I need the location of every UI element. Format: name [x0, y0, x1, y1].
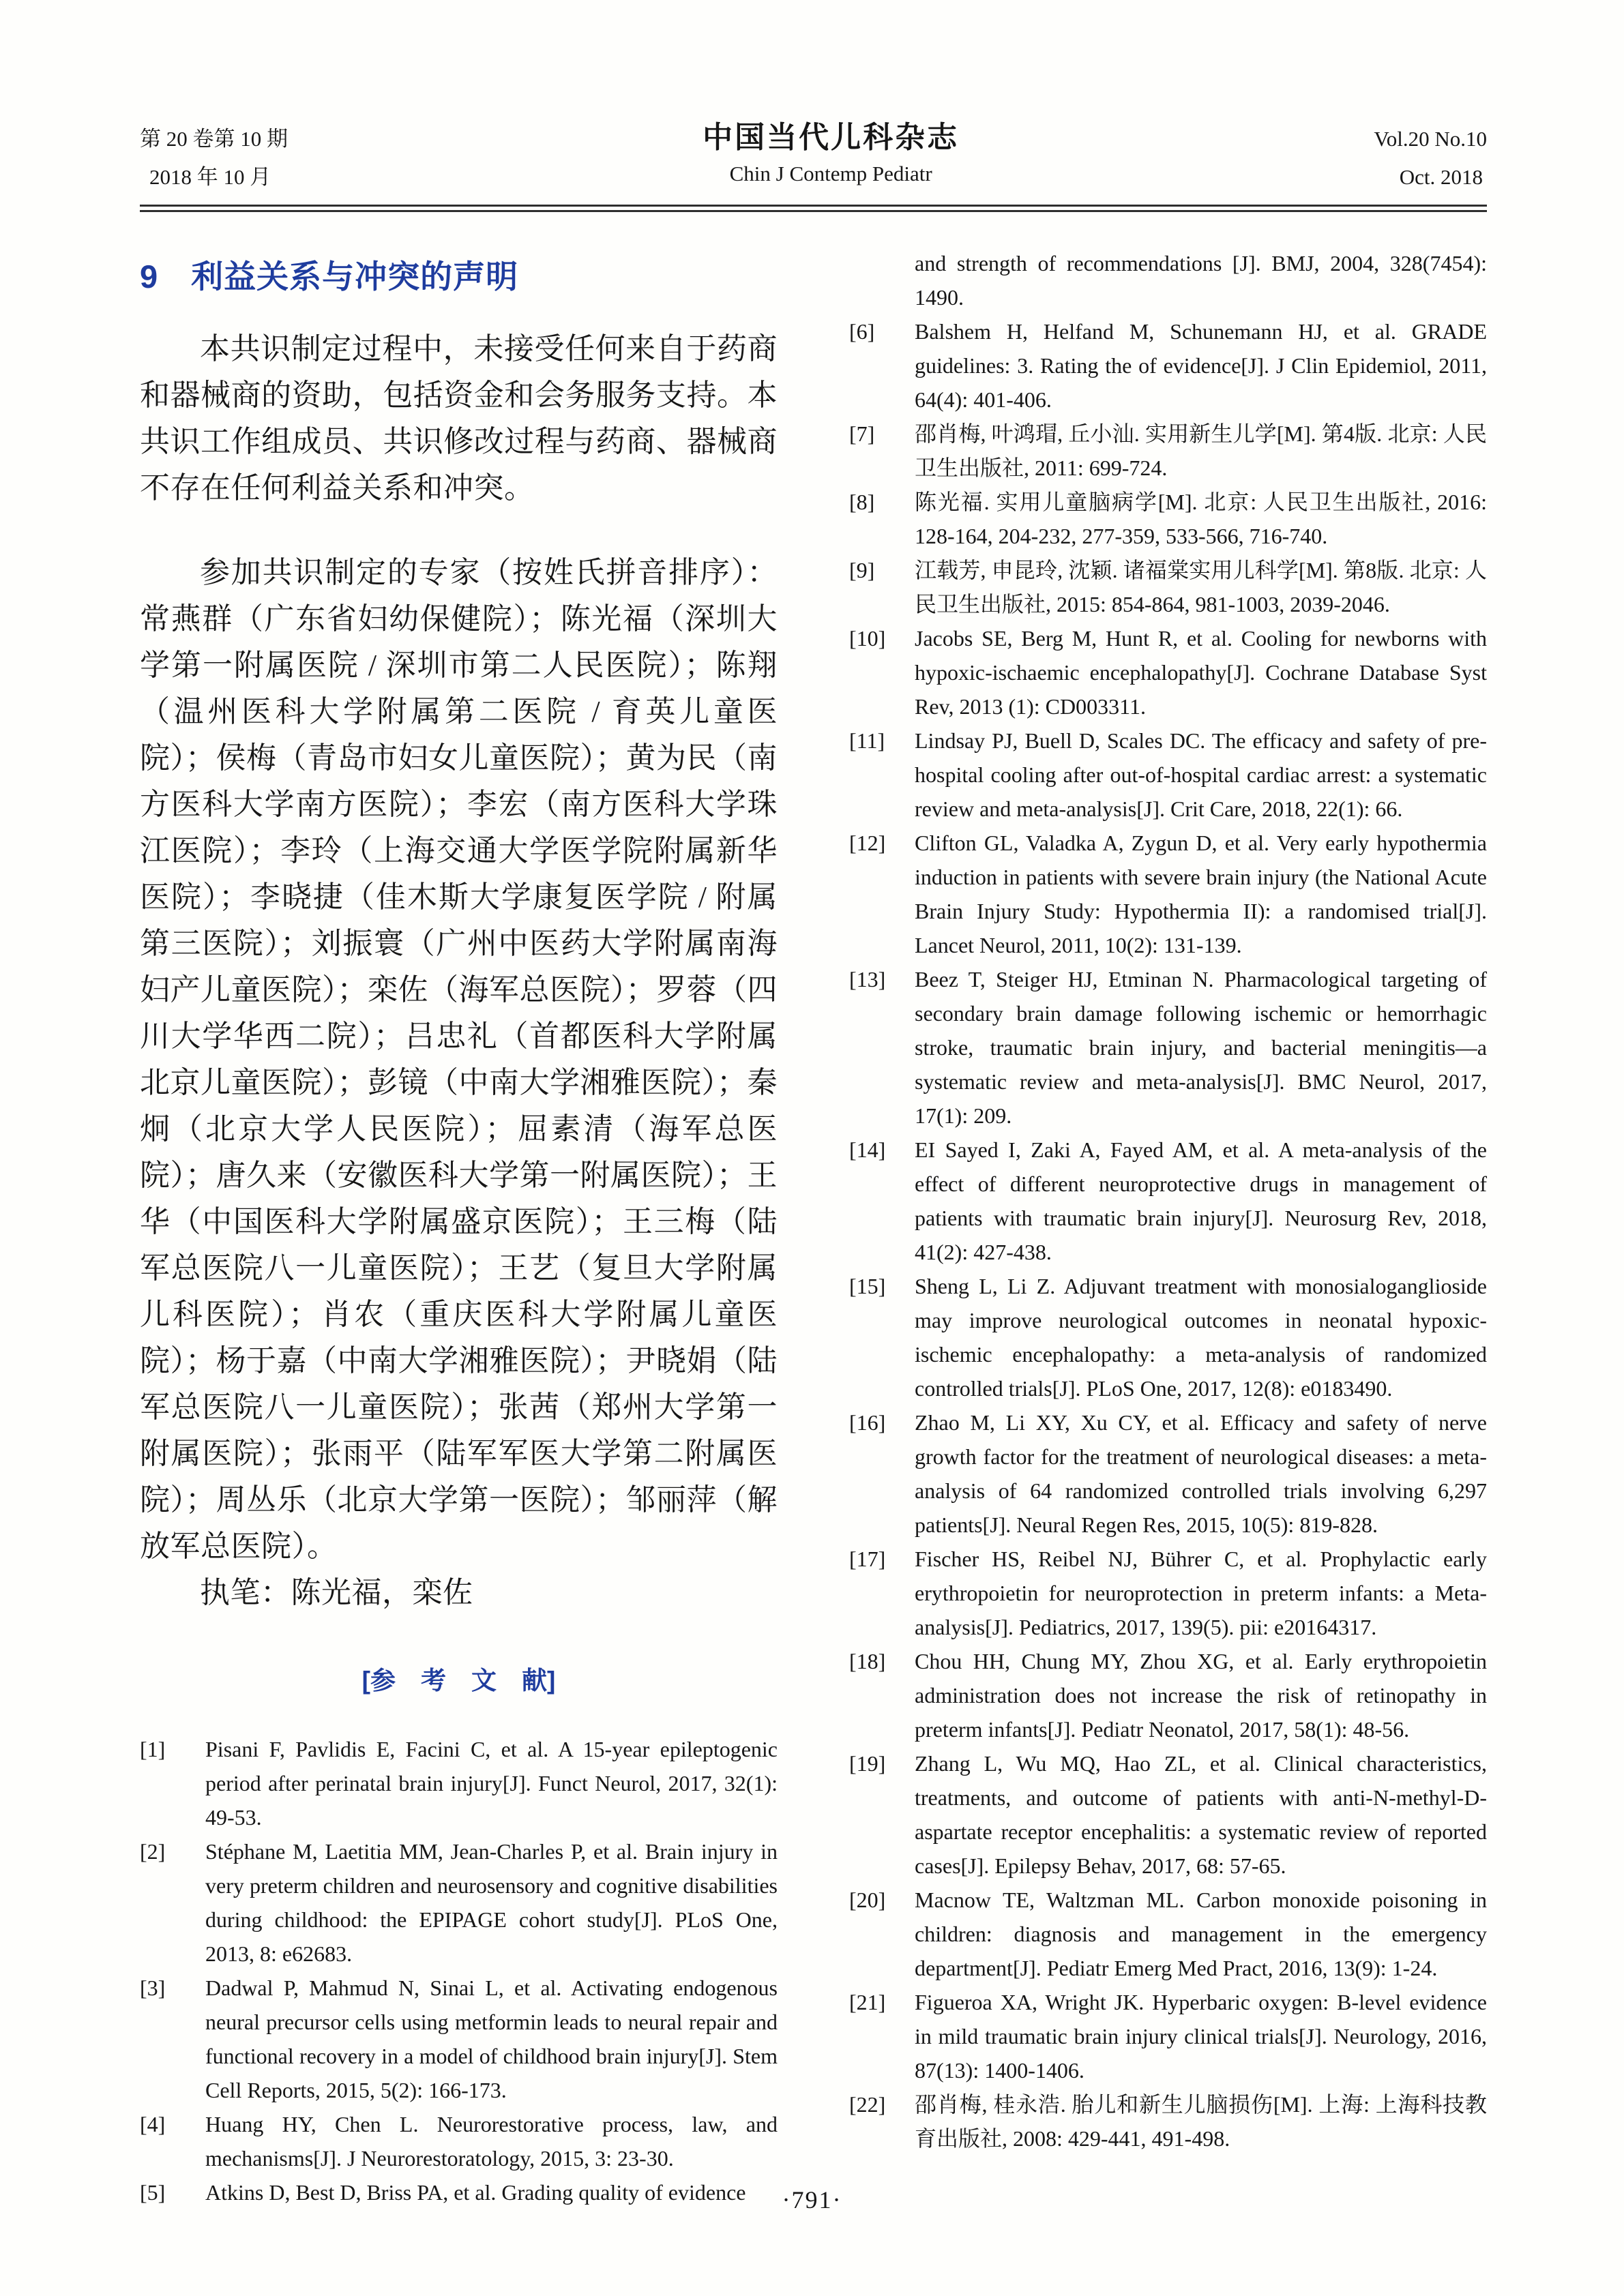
reference-number: [10]	[849, 626, 886, 651]
reference-item	[849, 621, 1487, 724]
byline-paragraph: 执笔：陈光福，栾佐	[200, 1576, 473, 1609]
reference-text: Lindsay PJ, Buell D, Scales DC. The efficacy and safety of pre-hospital cooling after out-of-hospital cardiac arrest: a systematic review and meta-analysis[J]. Crit Care, 2018, 22(1): 66.	[915, 728, 1487, 821]
reference-number: [12]	[849, 831, 886, 855]
reference-text: 江载芳, 申昆玲, 沈颖. 诸福棠实用儿科学[M]. 第8版. 北京: 人民卫生出版社, 2015: 854-864, 981-1003, 2039-2046.	[915, 558, 1487, 616]
reference-item	[140, 1971, 778, 2107]
reference-number: [20]	[849, 1888, 886, 1912]
reference-item	[849, 1269, 1487, 1405]
reference-number: [3]	[140, 1976, 166, 2000]
reference-item	[849, 1746, 1487, 1883]
reference-text: 邵肖梅, 桂永浩. 胎儿和新生儿脑损伤[M]. 上海: 上海科技教育出版社, 2008: 429-441, 491-498.	[915, 2092, 1487, 2151]
reference-number: [17]	[849, 1547, 886, 1571]
volume-issue-cn: 第 20 卷第 10 期	[140, 127, 288, 151]
reference-number: [18]	[849, 1649, 886, 1673]
reference-item	[849, 826, 1487, 962]
reference-number: [9]	[849, 558, 875, 582]
header-divider	[140, 205, 1487, 212]
reference-text: 陈光福. 实用儿童脑病学[M]. 北京: 人民卫生出版社, 2016: 128-164, 204-232, 277-359, 533-566, 716-740.	[915, 490, 1487, 548]
reference-item	[849, 1985, 1487, 2087]
references-heading: [参 考 文 献]	[361, 1667, 556, 1695]
reference-number: [13]	[849, 967, 886, 992]
reference-item	[849, 1133, 1487, 1269]
reference-item	[849, 1405, 1487, 1542]
reference-item	[849, 962, 1487, 1133]
reference-text: Macnow TE, Waltzman ML. Carbon monoxide poisoning in children: diagnosis and management in the emergency department[J]. Pediatr Emerg Med Pract, 2016, 13(9): 1-24.	[915, 1888, 1487, 1980]
reference-item	[849, 1644, 1487, 1746]
reference-item	[849, 1883, 1487, 1985]
reference-number: [11]	[849, 728, 885, 753]
journal-title-block	[703, 120, 959, 192]
reference-item	[140, 1834, 778, 1971]
left-column	[140, 246, 778, 2209]
reference-text: Beez T, Steiger HJ, Etminan N. Pharmacological targeting of secondary brain damage following ischemic or hemorrhagic stroke, traumatic brain injury, and bacterial meningitis—a systematic review and meta-analysis[J]. BMC Neurol, 2017, 17(1): 209.	[915, 967, 1487, 1128]
reference-text: Fischer HS, Reibel NJ, Bührer C, et al. Prophylactic early erythropoietin for neuroprotection in preterm infants: a Meta-analysis[J]. Pediatrics, 2017, 139(5). pii: e20164317.	[915, 1547, 1487, 1639]
reference-number: [21]	[849, 1990, 886, 2014]
reference-text: Dadwal P, Mahmud N, Sinai L, et al. Activating endogenous neural precursor cells using metformin leads to neural repair and functional recovery in a model of childhood brain injury[J]. Stem Cell Reports, 2015, 5(2): 166-173.	[205, 1976, 778, 2102]
reference-number: [22]	[849, 2092, 886, 2117]
reference-text: Atkins D, Best D, Briss PA, et al. Grading quality of evidence	[205, 2180, 746, 2205]
reference-number: [16]	[849, 1410, 886, 1435]
header-issue-info	[140, 120, 288, 196]
reference-number: [4]	[140, 2112, 166, 2136]
reference-number: [19]	[849, 1751, 886, 1776]
reference-text: Figueroa XA, Wright JK. Hyperbaric oxygen: B-level evidence in mild traumatic brain injury clinical trials[J]. Neurology, 2016, 87(13): 1400-1406.	[915, 1990, 1487, 2083]
reference-text: Jacobs SE, Berg M, Hunt R, et al. Cooling for newborns with hypoxic-ischaemic encephalopathy[J]. Cochrane Database Syst Rev, 2013 (1): CD003311.	[915, 626, 1487, 719]
reference-item	[140, 2107, 778, 2175]
reference-number: [6]	[849, 319, 875, 344]
reference-item	[849, 314, 1487, 417]
right-column	[849, 246, 1487, 2209]
reference-number: [5]	[140, 2180, 166, 2205]
reference-text: EI Sayed I, Zaki A, Fayed AM, et al. A meta-analysis of the effect of different neuroprotective drugs in management of patients with traumatic brain injury[J]. Neurosurg Rev, 2018, 41(2): 427-438.	[915, 1137, 1487, 1264]
reference-text: Balshem H, Helfand M, Schunemann HJ, et al. GRADE guidelines: 3. Rating the of evidence[J]. J Clin Epidemiol, 2011, 64(4): 401-406.	[915, 319, 1487, 412]
reference-item	[849, 553, 1487, 621]
reference-number: [1]	[140, 1737, 166, 1761]
reference-text: 邵肖梅, 叶鸿瑁, 丘小汕. 实用新生儿学[M]. 第4版. 北京: 人民卫生出版社, 2011: 699-724.	[915, 421, 1487, 480]
reference-number: [15]	[849, 1274, 886, 1298]
reference-item	[849, 417, 1487, 485]
reference-continuation: and strength of recommendations [J]. BMJ, 2004, 328(7454): 1490.	[915, 251, 1487, 310]
references-list-left	[140, 1732, 778, 2209]
journal-title-cn: 中国当代儿科杂志	[703, 121, 960, 154]
reference-item	[849, 485, 1487, 553]
reference-item	[849, 1542, 1487, 1644]
reference-text: Clifton GL, Valadka A, Zygun D, et al. Very early hypothermia induction in patients with severe brain injury (the National Acute Brain Injury Study: Hypothermia II): a randomised trial[J]. Lancet Neurol, 2011, 10(2): 131-139.	[915, 831, 1487, 957]
reference-text: Zhang L, Wu MQ, Hao ZL, et al. Clinical characteristics, treatments, and outcome of patients with anti-N-methyl-D-aspartate receptor encephalitis: a systematic review of reported cases[J]. Epilepsy Behav, 2017, 68: 57-65.	[915, 1751, 1487, 1878]
issue-date-en: Oct. 2018	[1399, 165, 1483, 189]
reference-item	[849, 724, 1487, 826]
reference-text: Sheng L, Li Z. Adjuvant treatment with monosialoganglioside may improve neurological outcomes in neonatal hypoxic-ischemic encephalopathy: a meta-analysis of randomized controlled trials[J]. PLoS One, 2017, 12(8): e0183490.	[915, 1274, 1487, 1401]
issue-date-cn: 2018 年 10 月	[149, 165, 271, 189]
expert-list-paragraph: 参加共识制定的专家（按姓氏拼音排序）：常燕群（广东省妇幼保健院）；陈光福（深圳大学第一附属医院 / 深圳市第二人民医院）；陈翔（温州医科大学附属第二医院 / 育英儿童医院）；侯梅（青岛市妇女儿童医院）；黄为民（南方医科大学南方医院）；李宏（南方医科大学珠江医院）；李玲（上海交通大学医学院附属新华医院）；李晓捷（佳木斯大学康复医学院 / 附属第三医院）；刘振寰（广州中医药大学附属南海妇产儿童医院）；栾佐（海军总医院）；罗蓉（四川大学华西二院）；吕忠礼（首都医科大学附属北京儿童医院）；彭镜（中南大学湘雅医院）；秦炯（北京大学人民医院）；屈素清（海军总医院）；唐久来（安徽医科大学第一附属医院）；王华（中国医科大学附属盛京医院）；王三梅（陆军总医院八一儿童医院）；王艺（复旦大学附属儿科医院）；肖农（重庆医科大学附属儿童医院）；杨于嘉（中南大学湘雅医院）；尹晓娟（陆军总医院八一儿童医院）；张茜（郑州大学第一附属医院）；张雨平（陆军军医大学第二附属医院）；周丛乐（北京大学第一医院）；邹丽萍（解放军总医院）。	[140, 556, 778, 1563]
article-body	[140, 246, 1487, 2209]
reference-item	[849, 2087, 1487, 2156]
reference-item	[140, 1732, 778, 1834]
reference-text: Huang HY, Chen L. Neurorestorative process, law, and mechanisms[J]. J Neurorestoratology, 2015, 3: 23-30.	[205, 2112, 778, 2171]
reference-text: Pisani F, Pavlidis E, Facini C, et al. A 15-year epileptogenic period after perinatal brain injury[J]. Funct Neurol, 2017, 32(1): 49-53.	[205, 1737, 778, 1830]
references-list-right	[849, 314, 1487, 2156]
section-heading: 9 利益关系与冲突的声明	[140, 258, 519, 295]
page-number: ·791·	[782, 2186, 842, 2213]
header-volume-info	[1374, 120, 1487, 196]
reference-number: [8]	[849, 490, 875, 514]
journal-title-en: Chin J Contemp Pediatr	[729, 162, 932, 185]
reference-number: [7]	[849, 421, 875, 446]
reference-text: Stéphane M, Laetitia MM, Jean-Charles P, et al. Brain injury in very preterm children and neurosensory and cognitive disabilities during childhood: the EPIPAGE cohort study[J]. PLoS One, 2013, 8: e62683.	[205, 1839, 778, 1966]
page-header	[0, 0, 1624, 196]
reference-number: [2]	[140, 1839, 166, 1864]
reference-text: Chou HH, Chung MY, Zhou XG, et al. Early erythropoietin administration does not increase the risk of retinopathy in preterm infants[J]. Pediatr Neonatol, 2017, 58(1): 48-56.	[915, 1649, 1487, 1742]
reference-text: Zhao M, Li XY, Xu CY, et al. Efficacy and safety of nerve growth factor for the treatment of neurological diseases: a meta-analysis of 64 randomized controlled trials involving 6,297 patients[J]. Neural Regen Res, 2015, 10(5): 819-828.	[915, 1410, 1487, 1537]
reference-number: [14]	[849, 1137, 886, 1162]
conflict-statement-paragraph: 本共识制定过程中，未接受任何来自于药商和器械商的资助，包括资金和会务服务支持。本共识工作组成员、共识修改过程与药商、器械商不存在任何利益关系和冲突。	[140, 332, 778, 505]
volume-issue-en: Vol.20 No.10	[1374, 127, 1487, 151]
